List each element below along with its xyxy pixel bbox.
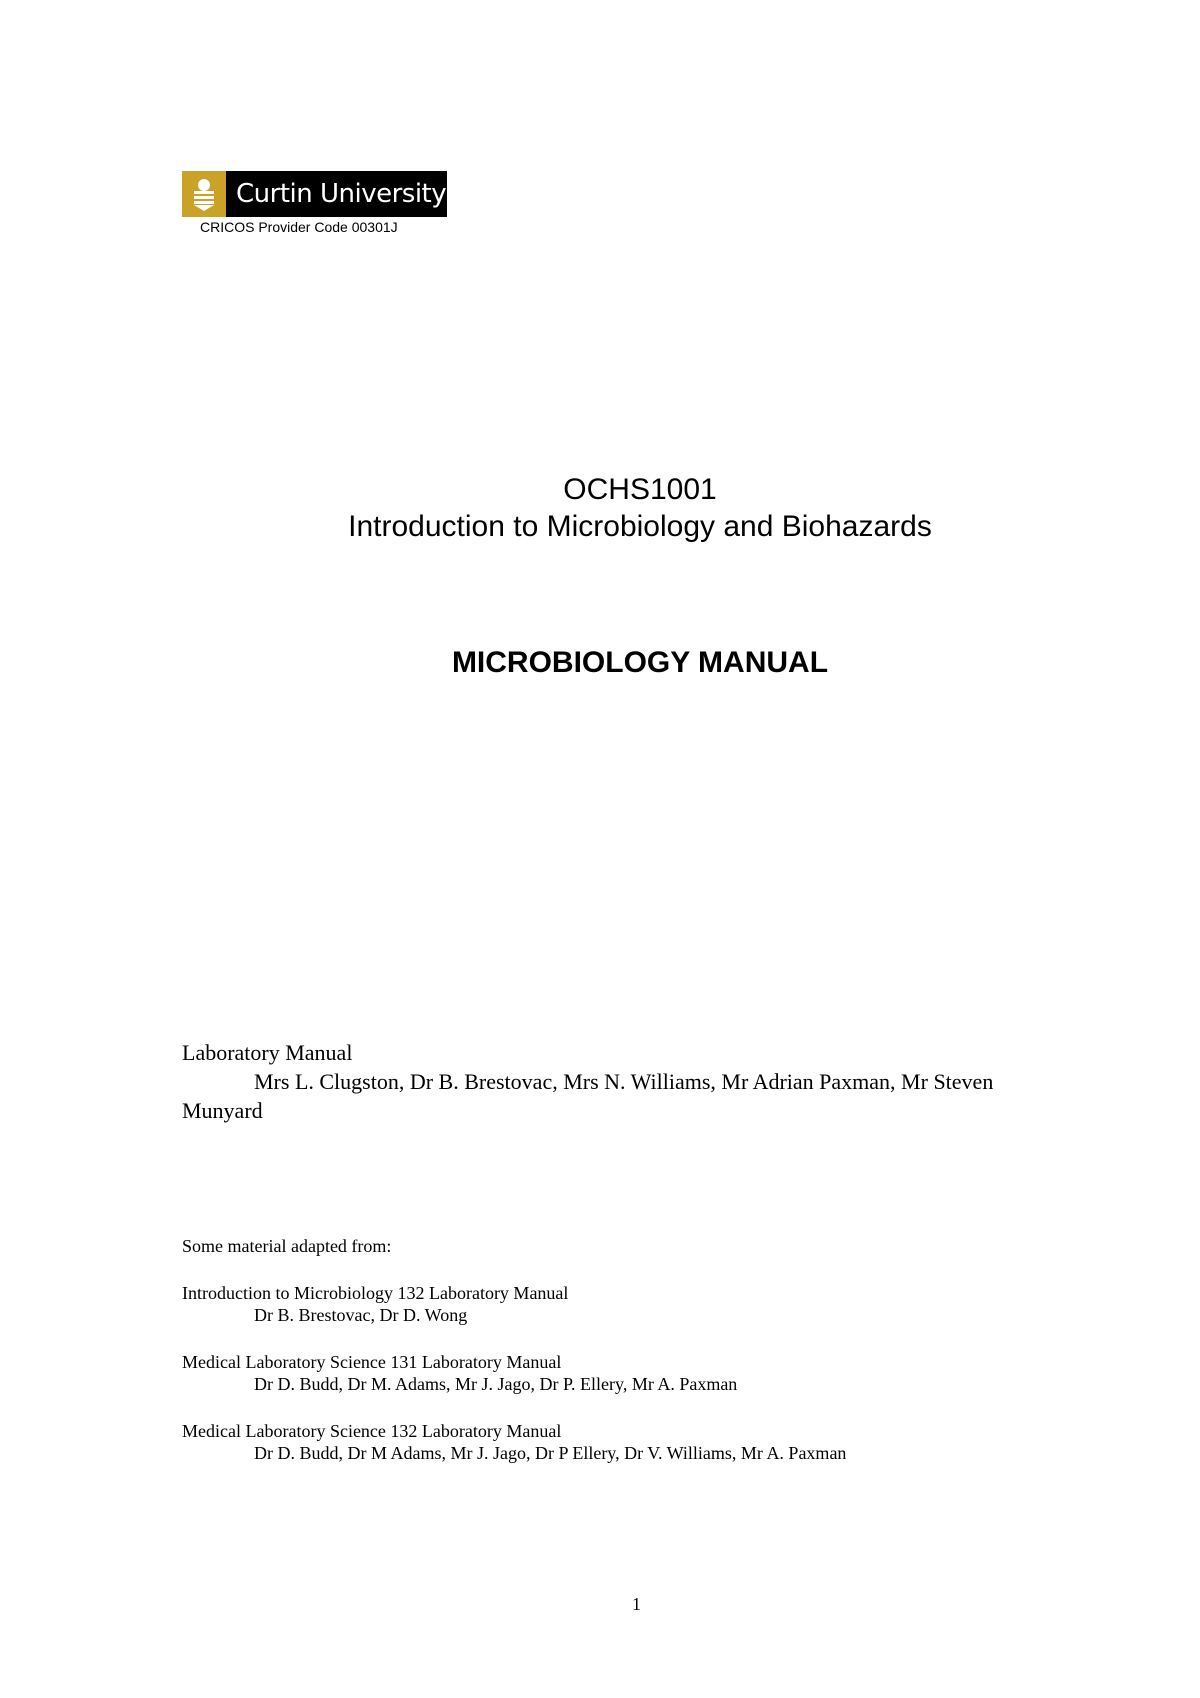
laboratory-authors-continued: Munyard [182, 1098, 263, 1123]
laboratory-authors: Mrs L. Clugston, Dr B. Brestovac, Mrs N. Williams, Mr Adrian Paxman, Mr Steven [254, 1069, 994, 1094]
source-title: Introduction to Microbiology 132 Laboratory Manual [182, 1283, 569, 1303]
crest-emblem-icon [190, 177, 218, 211]
laboratory-manual-label: Laboratory Manual [182, 1040, 353, 1065]
source-title: Medical Laboratory Science 131 Laboratory Manual [182, 1352, 562, 1372]
source-authors: Dr B. Brestovac, Dr D. Wong [254, 1305, 468, 1325]
manual-title: MICROBIOLOGY MANUAL [451, 646, 829, 679]
course-title: Introduction to Microbiology and Biohazards [348, 510, 932, 543]
adapted-heading: Some material adapted from: [182, 1236, 392, 1256]
logo-wordmark: Curtin University [236, 179, 447, 209]
course-code: OCHS1001 [563, 473, 717, 506]
university-crest-icon [182, 171, 226, 217]
page-number: 1 [632, 1594, 641, 1614]
source-title: Medical Laboratory Science 132 Laboratory Manual [182, 1421, 562, 1441]
cricos-provider-code: CRICOS Provider Code 00301J [200, 219, 398, 235]
source-authors: Dr D. Budd, Dr M. Adams, Mr J. Jago, Dr P. Ellery, Mr A. Paxman [254, 1374, 738, 1394]
source-authors: Dr D. Budd, Dr M Adams, Mr J. Jago, Dr P Ellery, Dr V. Williams, Mr A. Paxman [254, 1443, 847, 1463]
curtin-university-logo [182, 171, 447, 217]
